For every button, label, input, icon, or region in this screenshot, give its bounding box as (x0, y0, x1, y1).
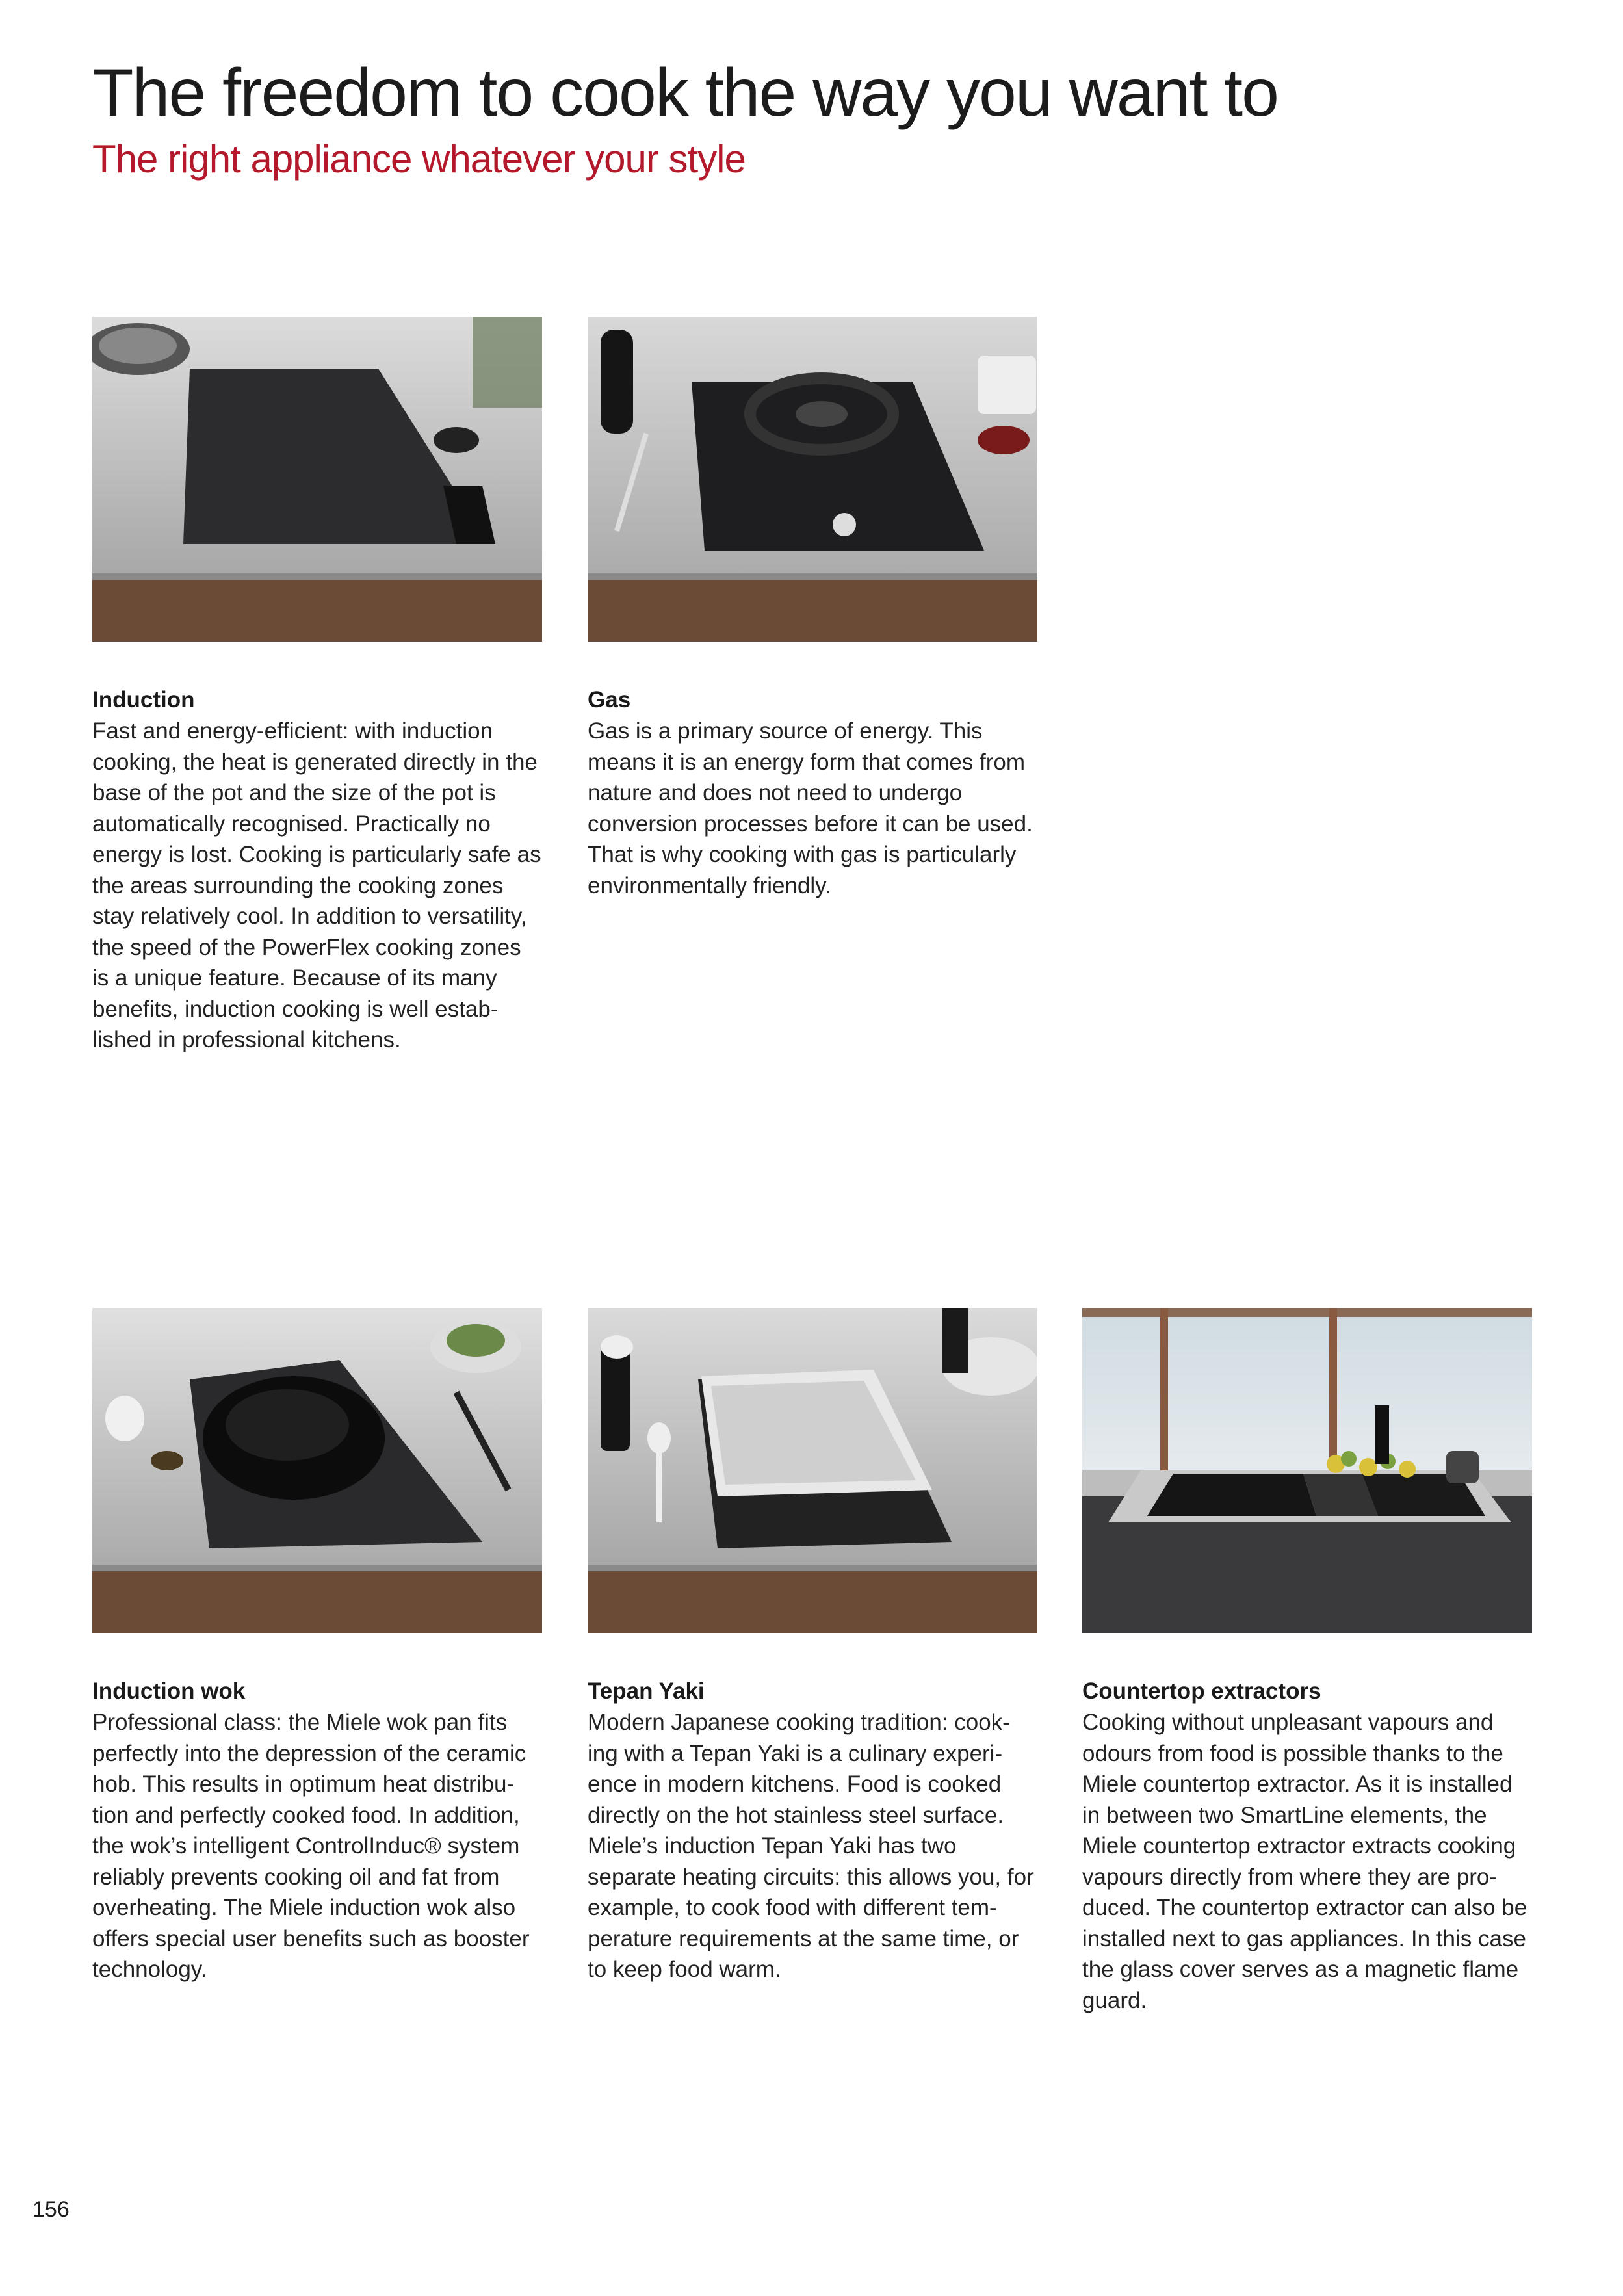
card-body: Gas is a primary source of energy. This means it is an energy form that comes from nature and does not need to undergo conversion processes before it can be used. That is why cooking with gas is particularly environmentally friendly. (588, 718, 1033, 898)
card-induction (92, 317, 542, 1056)
card-heading: Induction wok (92, 1678, 246, 1704)
card-body: Professional class: the Miele wok pan fits perfectly into the depression of the ceramic hob. This results in optimum heat distribu-tion and perfectly cooked food. In addition, the wok’s intelligent ControlInduc® system reliably prevents cooking oil and fat from overheating. The Miele induction wok also offers special user benefits such as booster technology. (92, 1710, 530, 1982)
card-body: Cooking without unpleasant vapours and odours from food is possible thanks to the Miele countertop extractor. As it is installed in between two SmartLine elements, the Miele countertop extractor extracts cooking vapours directly from where they are pro-duced. The countertop extractor can also be installed next to gas appliances. In this case the glass cover serves as a magnetic flame guard. (1082, 1710, 1527, 2013)
tepan-yaki-photo (588, 1308, 1037, 1633)
page-subtitle: The right appliance whatever your style (92, 137, 746, 181)
card-body: Modern Japanese cooking tradition: cook-ing with a Tepan Yaki is a culinary experi-ence in modern kitchens. Food is cooked directly on the hot stainless steel surface. Miele’s induction Tepan Yaki has two separate heating circuits: this allows you, for example, to cook food with different tem-perature requirements at the same time, or to keep food warm. (588, 1710, 1034, 1982)
card-heading: Tepan Yaki (588, 1678, 705, 1704)
induction-hob-photo (92, 317, 542, 642)
card-body: Fast and energy-efficient: with induction cooking, the heat is generated directly in the base of the pot and the size of the pot is automatically recognised. Practically no energy is lost. Cooking is particularly safe as the areas surrounding the cooking zones stay relatively cool. In addition to versatility, the speed of the PowerFlex cooking zones is a unique feature. Because of its many benefits, induction cooking is well estab-lished in professional kitchens. (92, 718, 541, 1052)
card-heading: Countertop extractors (1082, 1678, 1321, 1704)
gas-hob-photo (588, 317, 1037, 642)
induction-wok-photo (92, 1308, 542, 1633)
card-heading: Induction (92, 687, 195, 712)
card-gas (588, 317, 1037, 901)
card-tepan-yaki (588, 1308, 1037, 1985)
countertop-extractor-photo (1082, 1308, 1532, 1633)
card-countertop-extractors (1082, 1308, 1532, 2016)
card-induction-wok (92, 1308, 542, 1985)
page-number: 156 (32, 2197, 70, 2222)
card-heading: Gas (588, 687, 631, 712)
page-title: The freedom to cook the way you want to (92, 55, 1278, 131)
